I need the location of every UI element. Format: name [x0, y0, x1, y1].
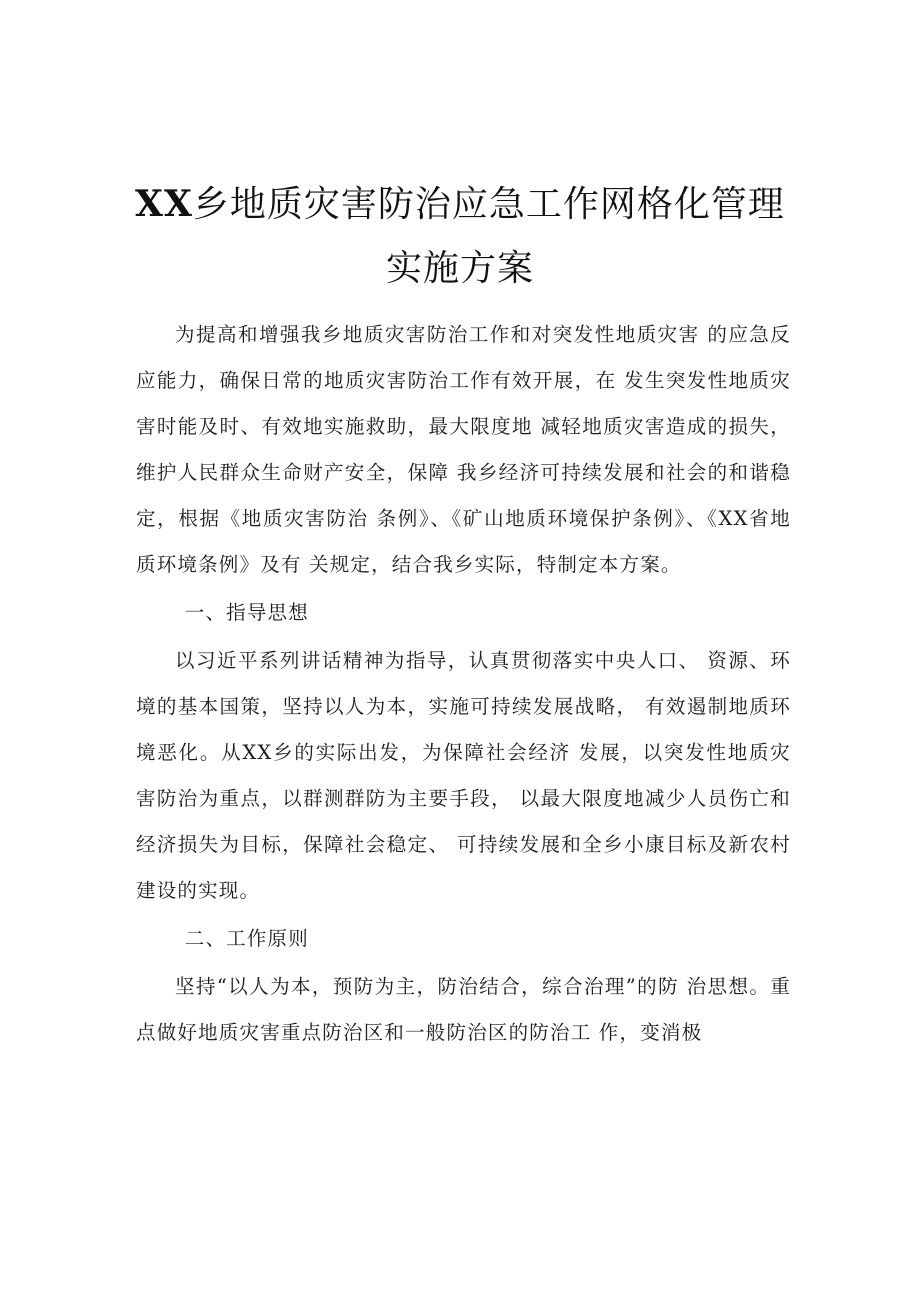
- document-body: [136, 312, 791, 1058]
- title-rest: 乡地质灾害防治应急工作网格化管理: [192, 184, 785, 225]
- document-title-line-1: [0, 176, 920, 227]
- section-heading-guiding-ideology: 一、指导思想: [184, 601, 309, 624]
- section-heading-work-principles: 二、工作原则: [184, 927, 309, 950]
- section-paragraph-guiding-ideology: 以习近平系列讲话精神为指导，认真贯彻落实中央人口、 资源、环境的基本国策，坚持以人为本，实施可持续发展战略， 有效遏制地质环境恶化。从XX乡的实际出发，为保障社会经济 发展，以突发性地质灾害防治为重点，以群测群防为主要手段， 以最大限度地减少人员伤亡和经济损失为目标，保障社会稳定、 可持续发展和全乡小康目标及新农村建设的实现。: [136, 649, 791, 902]
- title-prefix: XX: [135, 183, 193, 225]
- document-title-line-2: 实施方案: [385, 248, 534, 289]
- section-paragraph-work-principles: 坚持“以人为本，预防为主，防治结合，综合治理”的防 治思想。重点做好地质灾害重点防治区和一般防治区的防治工 作，变消极: [136, 975, 791, 1044]
- intro-paragraph: 为提高和增强我乡地质灾害防治工作和对突发性地质灾害 的应急反应能力，确保日常的地质灾害防治工作有效开展，在 发生突发性地质灾害时能及时、有效地实施救助，最大限度地 减轻地质灾害造成的损失，维护人民群众生命财产安全，保障 我乡经济可持续发展和社会的和谐稳定，根据《地质灾害防治 条例》、《矿山地质环境保护条例》、《XX省地质环境条例》及有 关规定，结合我乡实际，特制定本方案。: [136, 323, 791, 576]
